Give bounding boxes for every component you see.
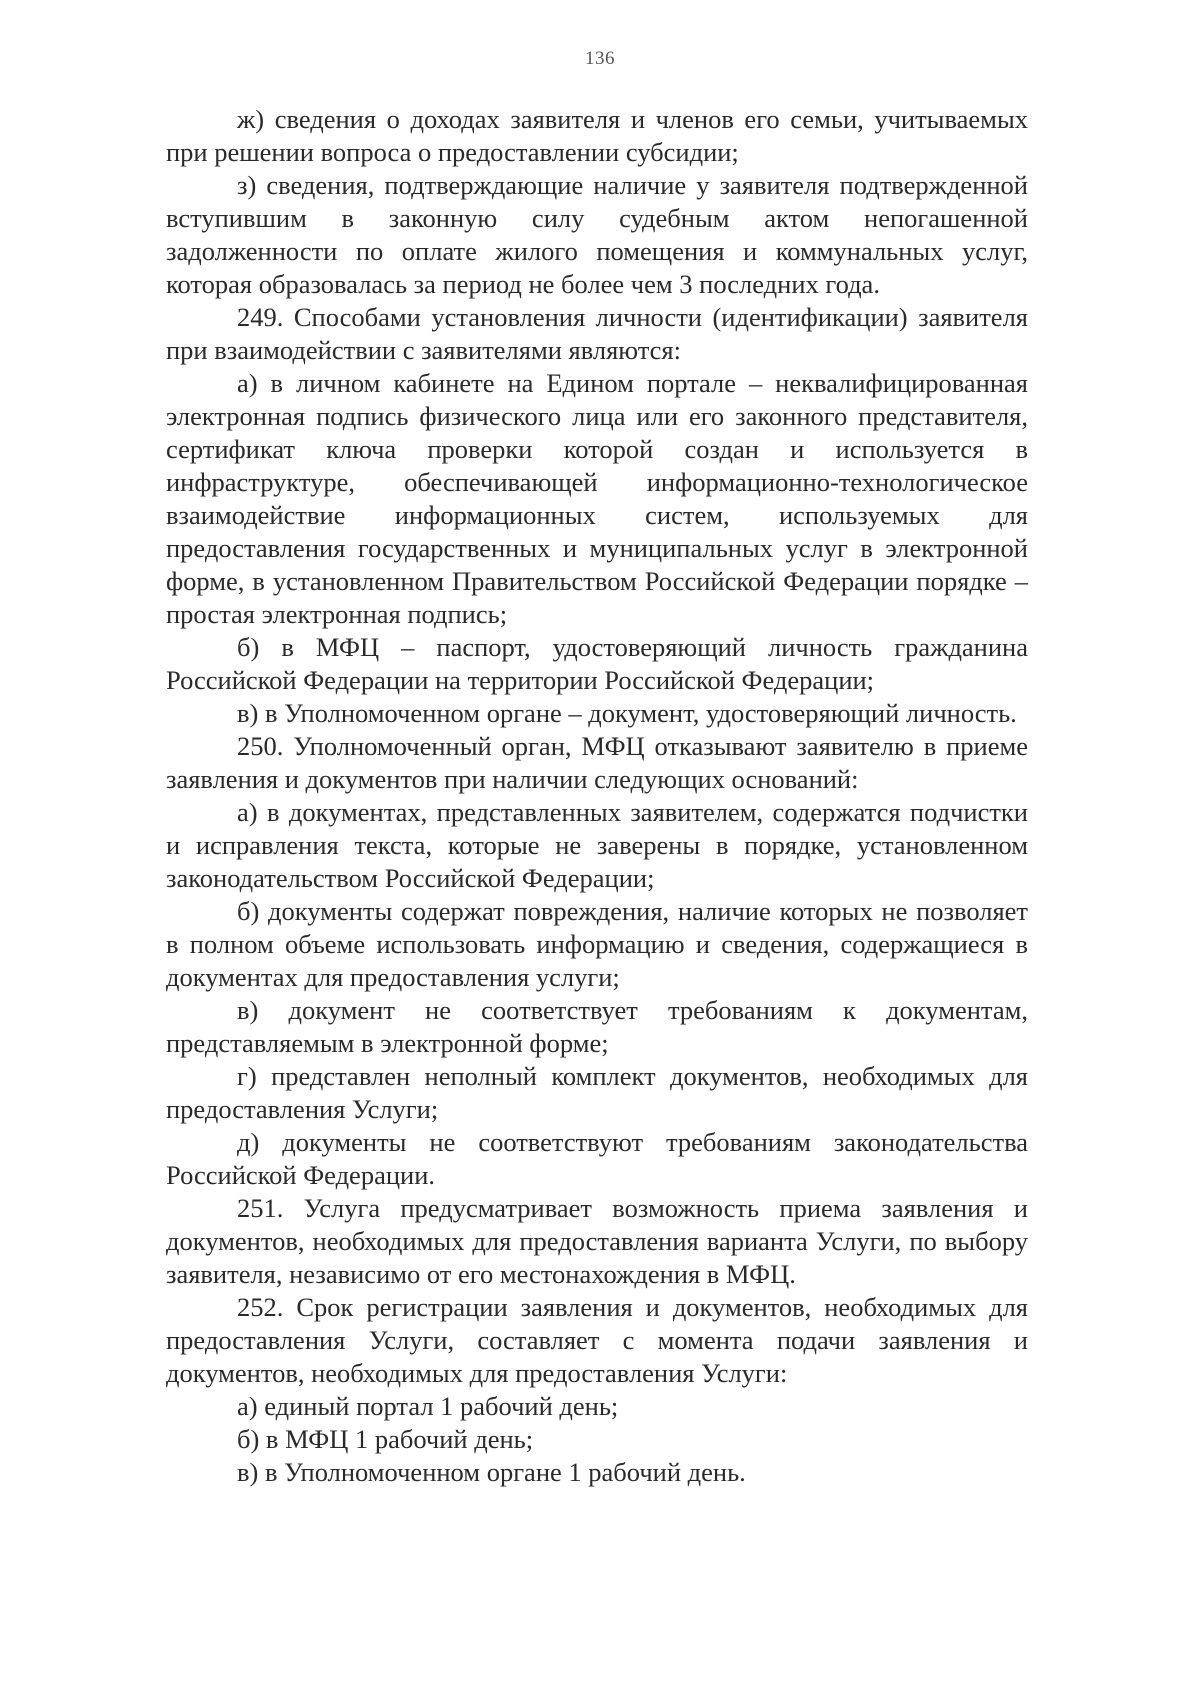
paragraph-250-b: б) документы содержат повреждения, наличие которых не позволяет в полном объеме использовать информацию и сведения, содержащиеся в документах для предоставления услуги;: [166, 896, 1028, 992]
paragraph-249-a: а) в личном кабинете на Едином портале – неквалифицированная электронная подпись физического лица или его законного представителя, сертификат ключа проверки которой создан и используется в инфраструктуре, обеспечивающей информационно-технологическое взаимодействие информационных систем, используемых для предоставления государственных и муниципальных услуг в электронной форме, в установленном Правительством Российской Федерации порядке – простая электронная подпись;: [166, 368, 1028, 629]
paragraph-252-b: б) в МФЦ 1 рабочий день;: [237, 1424, 534, 1454]
paragraph-income-info: ж) сведения о доходах заявителя и членов его семьи, учитываемых при решении вопроса о предоставлении субсидии;: [166, 104, 1028, 167]
paragraph-250-g: г) представлен неполный комплект документов, необходимых для предоставления Услуги;: [166, 1061, 1028, 1124]
paragraph-249-v: в) в Уполномоченном органе – документ, удостоверяющий личность.: [237, 698, 1017, 728]
paragraph-252-v: в) в Уполномоченном органе 1 рабочий день.: [237, 1457, 746, 1487]
page-number: 136: [585, 48, 615, 69]
paragraph-250-v: в) документ не соответствует требованиям к документам, представляемым в электронной форме;: [166, 995, 1028, 1058]
document-body: [166, 103, 1028, 1489]
paragraph-252-a: а) единый портал 1 рабочий день;: [237, 1391, 619, 1421]
paragraph-252-heading: 252. Срок регистрации заявления и документов, необходимых для предоставления Услуги, составляет с момента подачи заявления и документов, необходимых для предоставления Услуги:: [166, 1292, 1028, 1388]
paragraph-250-heading: 250. Уполномоченный орган, МФЦ отказывают заявителю в приеме заявления и документов при наличии следующих оснований:: [166, 731, 1028, 794]
paragraph-251: 251. Услуга предусматривает возможность приема заявления и документов, необходимых для предоставления варианта Услуги, по выбору заявителя, независимо от его местонахождения в МФЦ.: [166, 1193, 1028, 1289]
paragraph-249-b: б) в МФЦ – паспорт, удостоверяющий личность гражданина Российской Федерации на территории Российской Федерации;: [166, 632, 1028, 695]
paragraph-250-d: д) документы не соответствуют требованиям законодательства Российской Федерации.: [166, 1127, 1028, 1190]
paragraph-debt-info: з) сведения, подтверждающие наличие у заявителя подтвержденной вступившим в законную силу судебным актом непогашенной задолженности по оплате жилого помещения и коммунальных услуг, которая образовалась за период не более чем 3 последних года.: [166, 170, 1028, 299]
paragraph-250-a: а) в документах, представленных заявителем, содержатся подчистки и исправления текста, которые не заверены в порядке, установленном законодательством Российской Федерации;: [166, 797, 1028, 893]
paragraph-249-heading: 249. Способами установления личности (идентификации) заявителя при взаимодействии с заявителями являются:: [166, 302, 1028, 365]
